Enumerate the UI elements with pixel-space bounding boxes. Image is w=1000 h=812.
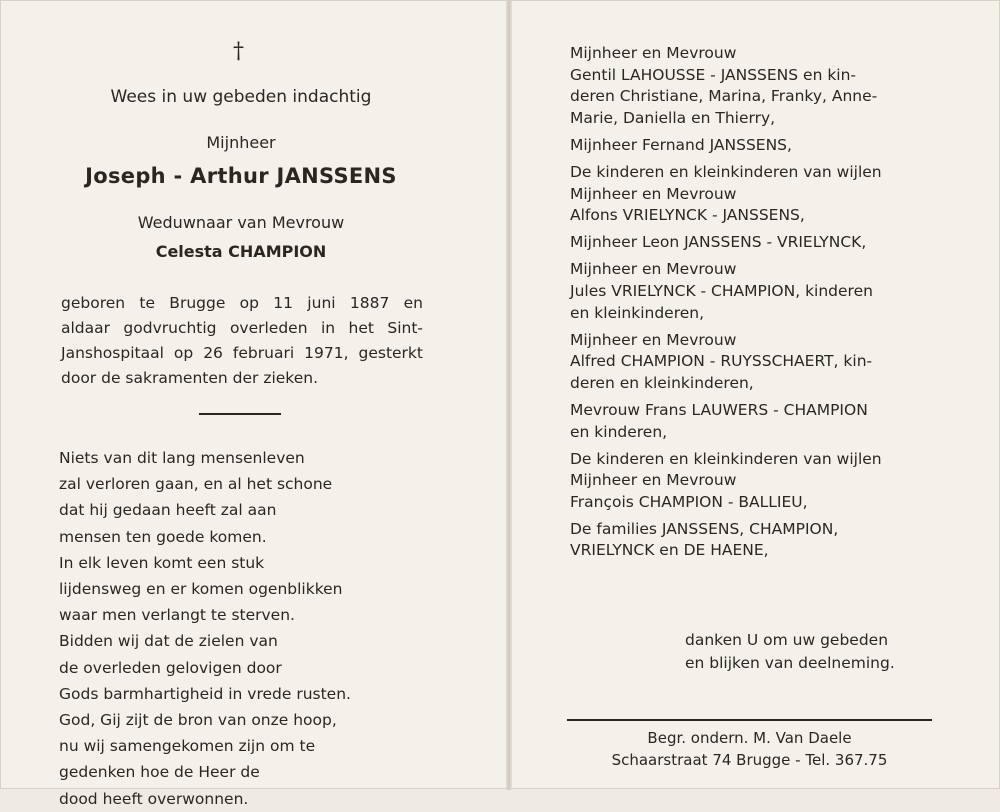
poem-line: nu wij samengekomen zijn om te: [59, 737, 316, 756]
mourner-line: en kinderen,: [570, 422, 668, 441]
mourner-group: [570, 43, 945, 129]
mourner-line: en kleinkinderen,: [570, 303, 705, 322]
divider: [199, 413, 281, 415]
mourner-line: De families JANSSENS, CHAMPION,: [570, 519, 839, 538]
poem-line: gedenken hoe de Heer de: [59, 763, 260, 782]
mourner-line: De kinderen en kleinkinderen van wijlen: [570, 162, 882, 181]
printer-line: Begr. ondern. M. Van Daele: [647, 729, 852, 747]
poem-line: Niets van dit lang mensenleven: [59, 449, 305, 467]
mourner-line: Mijnheer en Mevrouw: [570, 330, 737, 349]
funeral-director: [567, 727, 932, 771]
poem-line: de overleden gelovigen door: [59, 658, 282, 677]
mourner-group: [570, 400, 945, 443]
intro-text: Wees in uw gebeden indachtig: [110, 87, 372, 107]
divider: [567, 719, 932, 721]
bio-line: aldaar godvruchtig overleden in het Sint-: [61, 319, 423, 337]
poem-line: dat hij gedaan heeft zal aan: [59, 501, 277, 520]
mourner-group: [570, 232, 945, 254]
mourner-group: [570, 330, 945, 395]
thanks-line: danken U om uw gebeden: [685, 631, 889, 649]
poem-line: God, Gij zijt de bron van onze hoop,: [59, 711, 337, 730]
mourner-line: Mevrouw Frans LAUWERS - CHAMPION: [570, 400, 868, 419]
poem-line: dood heeft overwonnen.: [59, 789, 249, 808]
bio-line: geboren te Brugge op 11 juni 1887 en: [61, 294, 423, 312]
mourner-group: [570, 135, 945, 157]
poem-line: Gods barmhartigheid in vrede rusten.: [59, 684, 351, 703]
mourner-line: Mijnheer en Mevrouw: [570, 44, 737, 62]
left-page: [1, 1, 506, 808]
mourner-line: VRIELYNCK en DE HAENE,: [570, 541, 769, 560]
thanks-line: en blijken van deelneming.: [685, 654, 895, 672]
cross-icon: †: [233, 39, 244, 64]
honorific: Mijnheer: [206, 133, 276, 152]
mourner-line: De kinderen en kleinkinderen van wijlen: [570, 449, 882, 468]
poem-line: Bidden wij dat de zielen van: [59, 632, 278, 651]
biography: [61, 291, 423, 391]
mourner-line: deren Christiane, Marina, Franky, Anne-: [570, 87, 878, 106]
bio-line: Janshospitaal op 26 februari 1971, gesterkt: [61, 344, 423, 362]
mourner-line: Jules VRIELYNCK - CHAMPION, kinderen: [570, 281, 873, 300]
poem-line: lijdensweg en er komen ogenblikken: [59, 580, 343, 599]
mourner-line: François CHAMPION - BALLIEU,: [570, 492, 808, 511]
thanks-text: [685, 629, 895, 675]
poem: [59, 445, 351, 812]
mourner-line: Alfred CHAMPION - RUYSSCHAERT, kin-: [570, 352, 873, 371]
mourner-group: [570, 449, 945, 514]
mourner-line: Mijnheer en Mevrouw: [570, 184, 737, 203]
mourner-line: Alfons VRIELYNCK - JANSSENS,: [570, 206, 805, 225]
mourner-line: Mijnheer en Mevrouw: [570, 260, 737, 279]
mourner-group: [570, 519, 945, 562]
mourner-group: [570, 162, 945, 227]
deceased-name: Joseph - Arthur JANSSENS: [85, 164, 397, 188]
mourner-line: Marie, Daniella en Thierry,: [570, 108, 776, 127]
printer-line: Schaarstraat 74 Brugge - Tel. 367.75: [611, 751, 888, 769]
poem-line: mensen ten goede komen.: [59, 527, 267, 546]
mourner-line: Mijnheer Fernand JANSSENS,: [570, 135, 792, 154]
mourner-line: Mijnheer Leon JANSSENS - VRIELYNCK,: [570, 233, 867, 252]
poem-line: In elk leven komt een stuk: [59, 553, 265, 572]
mourners-list: [570, 43, 945, 568]
mourner-line: Gentil LAHOUSSE - JANSSENS en kin-: [570, 65, 857, 84]
bio-line: door de sakramenten der zieken.: [61, 369, 319, 387]
spouse-name: Celesta CHAMPION: [155, 242, 327, 261]
widow-of-text: Weduwnaar van Mevrouw: [137, 213, 345, 232]
right-page: [512, 1, 1000, 790]
poem-line: zal verloren gaan, en al het schone: [59, 475, 333, 494]
mourner-group: [570, 259, 945, 324]
mourner-line: deren en kleinkinderen,: [570, 373, 754, 392]
poem-line: waar men verlangt te sterven.: [59, 606, 295, 625]
mourner-line: Mijnheer en Mevrouw: [570, 471, 737, 490]
